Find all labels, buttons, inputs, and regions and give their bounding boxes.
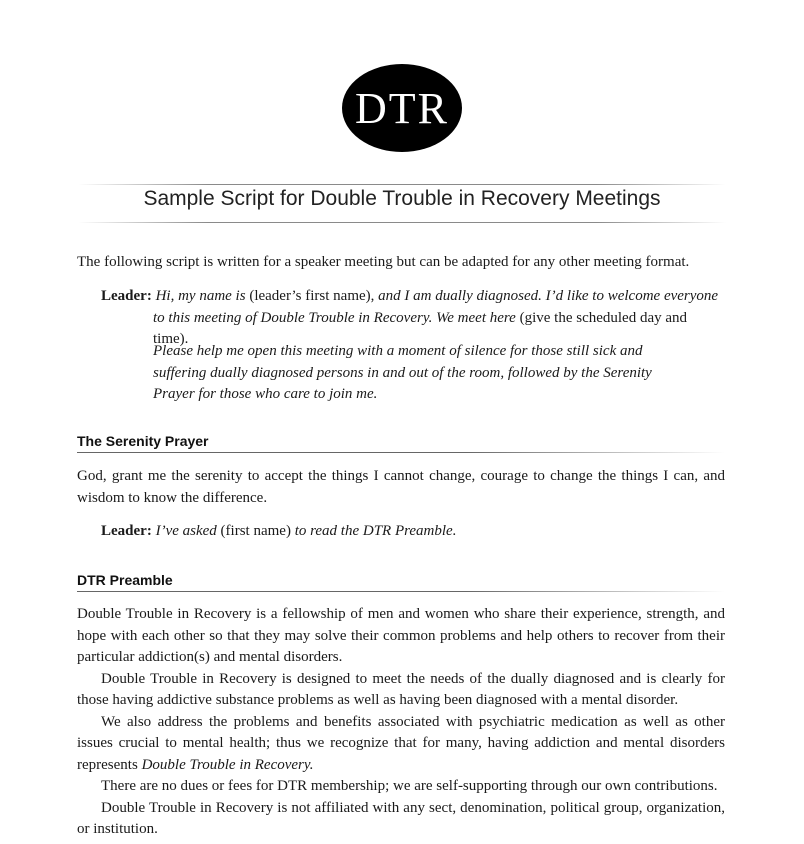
silence-paragraph: Please help me open this meeting with a moment of silence for those still sick and suffering dually diagnosed persons in and out of the room, followed by the Serenity Prayer for those who care to join me. (153, 343, 652, 402)
leader-ask-seg2: (first name) (220, 523, 291, 539)
title-rule-top (78, 184, 726, 185)
preamble-paragraph-1: Double Trouble in Recovery is a fellowship of men and women who share their experience, strength, and hope with each other so that they may solve their common problems and help others to recover from their particular addiction(s) and mental disorders. (77, 606, 725, 665)
preamble-paragraph-3-italic: Double Trouble in Recovery. (141, 756, 314, 773)
leader-welcome-seg3: and I am dually diagnosed. I’d like to welcome everyone to this meeting of Double Trouble in Recovery. We meet here (153, 288, 719, 326)
preamble-heading: DTR Preamble (77, 572, 725, 592)
leader-ask (101, 521, 667, 543)
leader-label: Leader: (101, 288, 152, 304)
preamble-paragraph-5: Double Trouble in Recovery is not affiliated with any sect, denomination, political group, organization, or institution. (77, 799, 725, 837)
dtr-logo (342, 64, 462, 152)
serenity-heading: The Serenity Prayer (77, 433, 725, 453)
page-title: Sample Script for Double Trouble in Recovery Meetings (143, 187, 661, 210)
preamble-paragraph-4: There are no dues or fees for DTR membership; we are self-supporting through our own contributions. (101, 778, 718, 794)
leader-welcome-seg4: (give the scheduled day and time). (153, 309, 688, 347)
leader-welcome-seg2: (leader’s first name), (249, 288, 375, 304)
leader-ask-seg1: I’ve asked (155, 523, 217, 539)
preamble-paragraph-3-text: We also address the problems and benefits associated with psychiatric medication as well as other issues crucial to mental health; thus we recognize that for many, having addiction and mental disorders represents (77, 713, 725, 773)
intro-paragraph: The following script is written for a speaker meeting but can be adapted for any other meeting format. (77, 254, 690, 270)
serenity-prayer-text: God, grant me the serenity to accept the things I cannot change, courage to change the things I can, and wisdom to know the difference. (77, 468, 725, 506)
preamble-body (77, 604, 725, 841)
leader-welcome-seg1: Hi, my name is (155, 288, 246, 304)
preamble-paragraph-2: Double Trouble in Recovery is designed to meet the needs of the dually diagnosed and is clearly for those having addictive substance problems as well as having been diagnosed with a mental disorder. (77, 670, 725, 708)
logo-text: DTR (355, 83, 449, 133)
leader-label: Leader: (101, 523, 152, 539)
title-rule-bottom (78, 222, 726, 223)
leader-ask-seg3: to read the DTR Preamble. (294, 523, 457, 539)
preamble-paragraph-3 (77, 712, 725, 777)
